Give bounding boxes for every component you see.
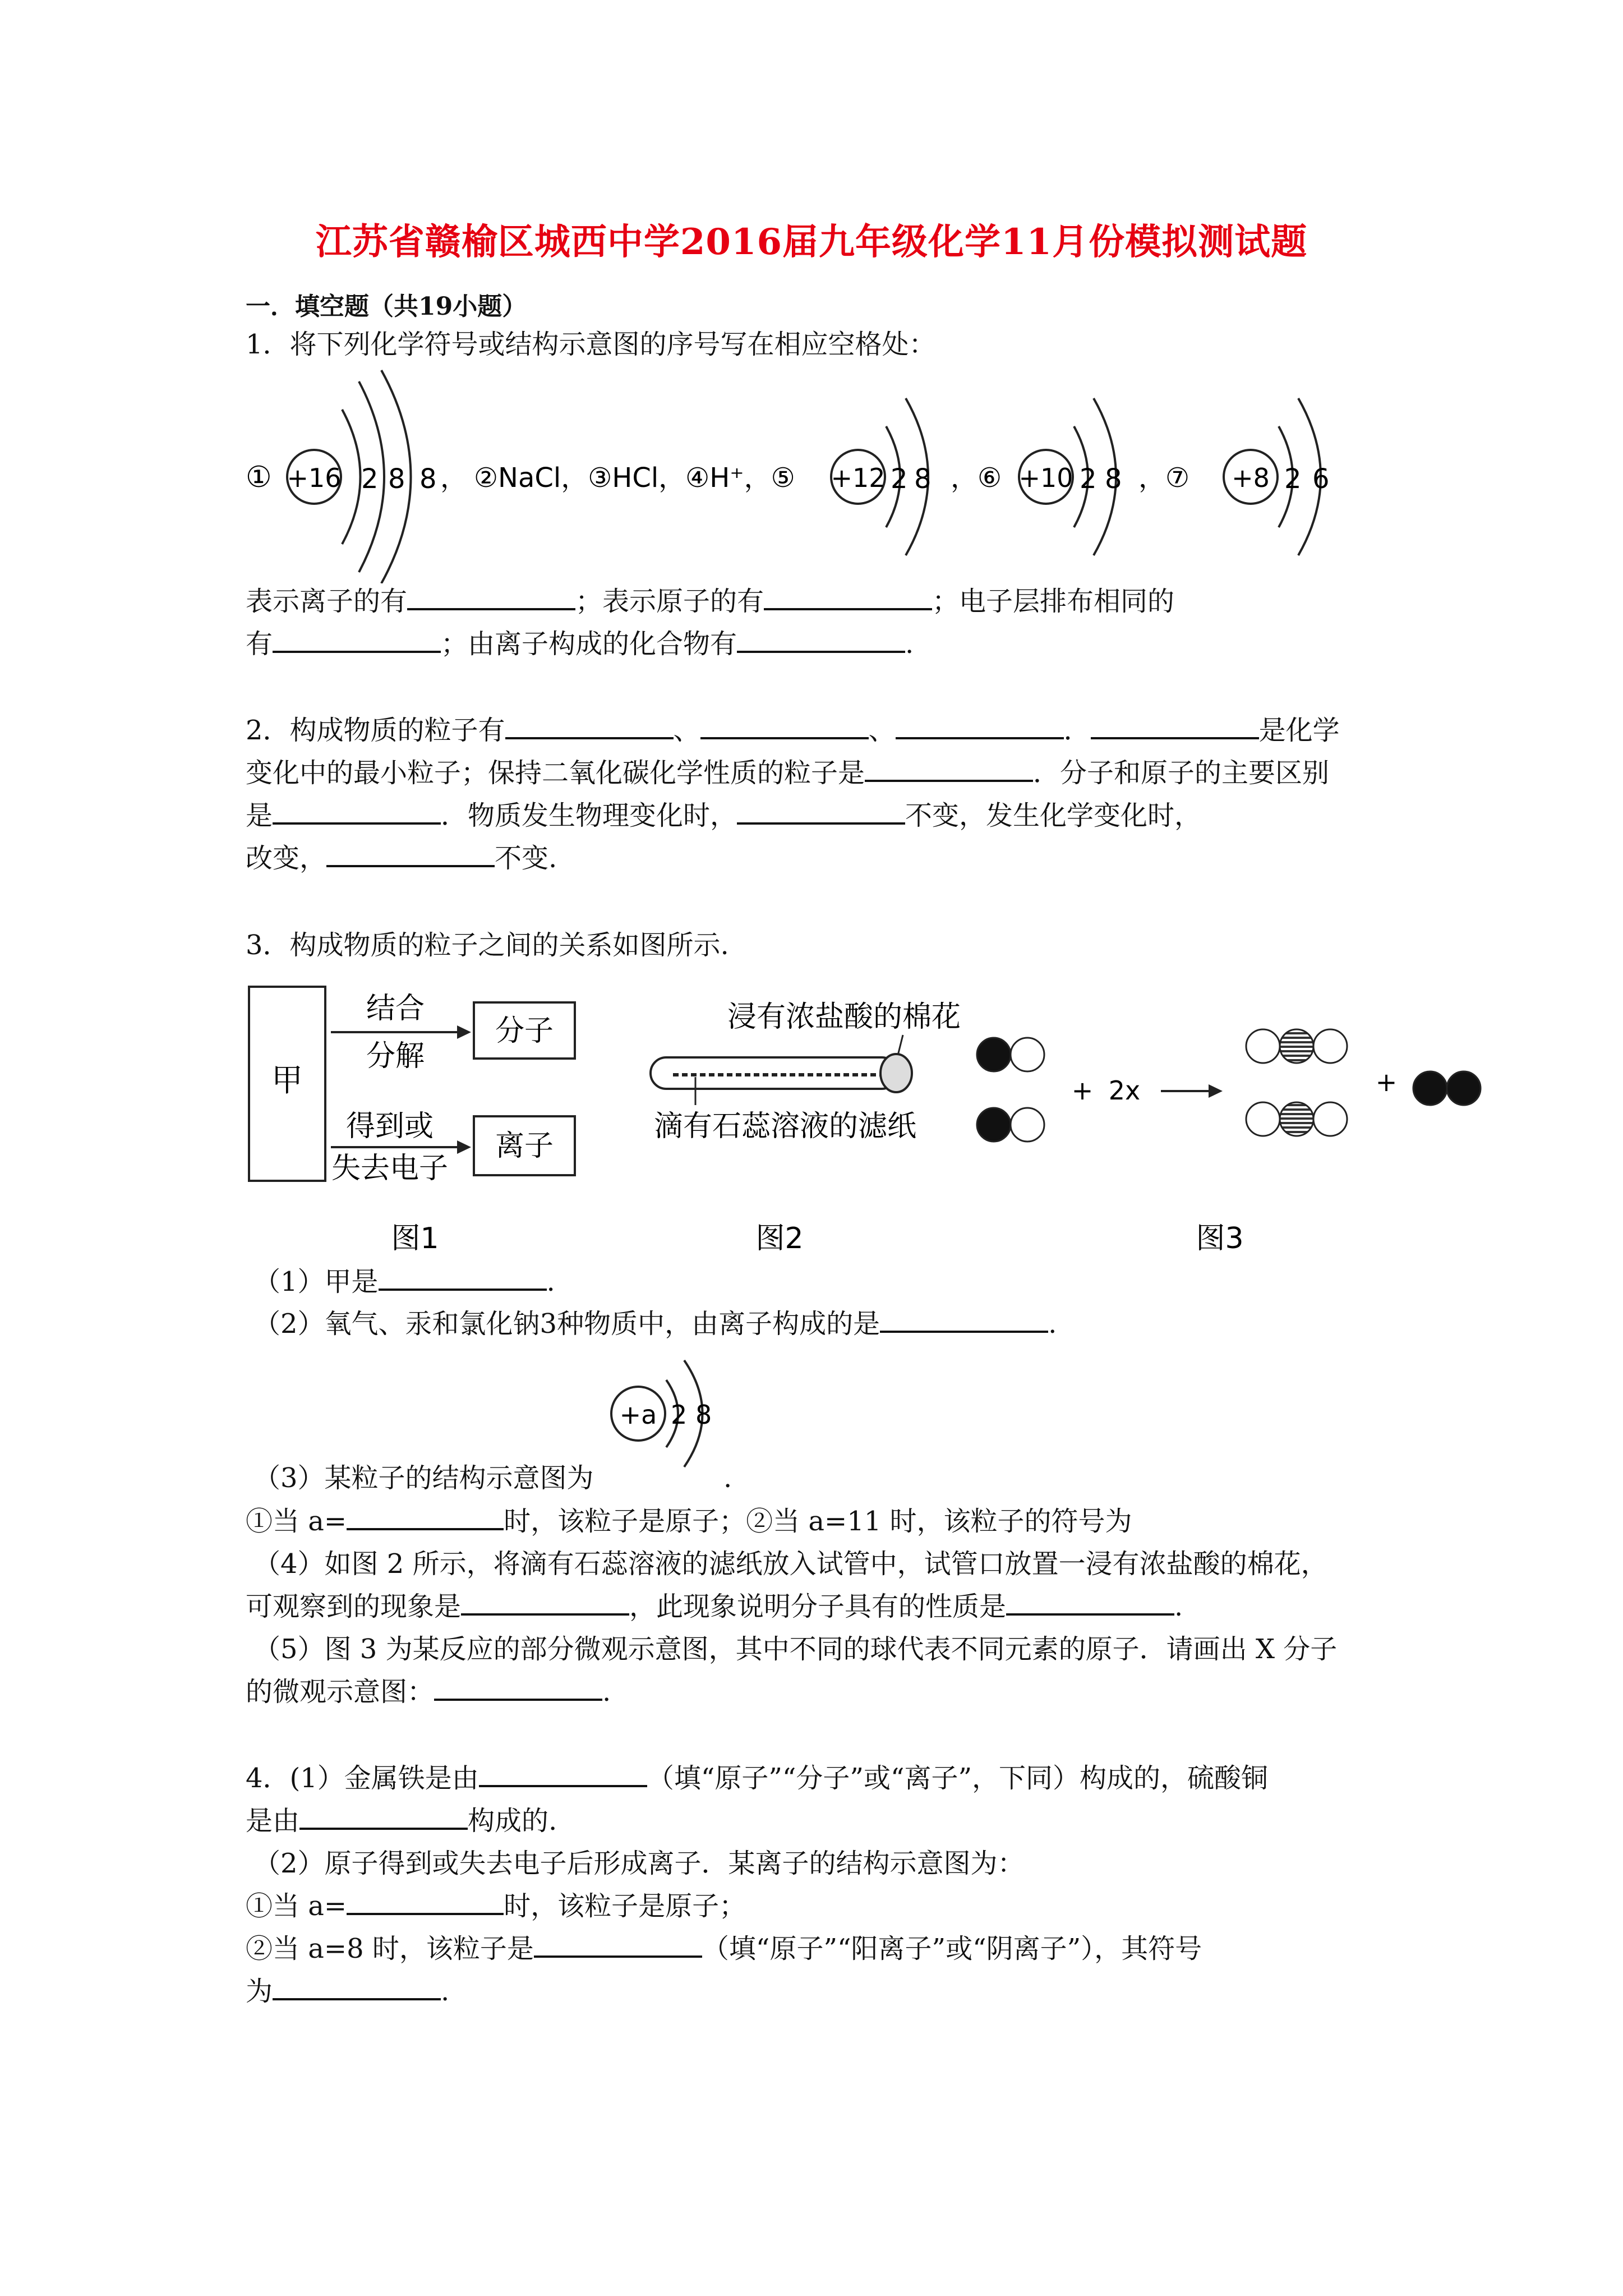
q2-line4 — [246, 841, 557, 875]
q1-line2-prefix: 有 — [246, 628, 273, 660]
period: . — [602, 1676, 611, 1708]
item1-nucleus: +16 — [287, 463, 342, 493]
q3-p3-line2 — [246, 1504, 1132, 1538]
item7-electron-1: 2 — [1284, 463, 1302, 495]
white-atom — [1313, 1029, 1347, 1063]
ion-label: 离子 — [495, 1129, 554, 1163]
electron-count-2: 8 — [695, 1400, 712, 1430]
q3-p2-text: （2）氧气、汞和氯化钠3种物质中，由离子构成的是 — [253, 1308, 880, 1340]
item6-electron-2: 8 — [1105, 463, 1122, 495]
black-atom — [977, 1108, 1011, 1142]
arrow-head — [457, 1025, 471, 1039]
period: . — [1174, 1591, 1183, 1622]
period: ． — [1063, 715, 1091, 746]
q4-text: 时，该粒子是原子； — [504, 1890, 746, 1922]
answer-blank[interactable] — [896, 715, 1064, 739]
q3-p3-text: （3）某粒子的结构示意图为 — [253, 1462, 594, 1494]
white-atom — [1011, 1108, 1044, 1142]
answer-blank[interactable] — [1091, 715, 1259, 739]
answer-blank[interactable] — [273, 800, 441, 825]
q4-text: （填“原子”“阳离子”或“阴离子”），其符号 — [702, 1933, 1202, 1964]
white-atom — [1246, 1102, 1280, 1136]
item7-electron-2: 6 — [1312, 463, 1330, 495]
arrow-head — [1209, 1084, 1223, 1098]
combine-label: 结合 — [366, 992, 425, 1025]
cotton-ball — [880, 1054, 912, 1092]
answer-blank[interactable] — [534, 1933, 702, 1958]
q3-p2 — [253, 1307, 1057, 1341]
q2-text: 改变， — [246, 843, 327, 874]
q3-p5-line2 — [246, 1675, 611, 1709]
q3-text: 可观察到的现象是 — [246, 1591, 462, 1622]
answer-blank-ionic-compound[interactable] — [737, 628, 905, 653]
electron-shell-arc — [342, 409, 361, 544]
separator: 、 — [673, 715, 700, 746]
answer-blank[interactable] — [880, 1308, 1048, 1333]
answer-blank[interactable] — [326, 843, 495, 867]
item5-nucleus: +12 — [831, 463, 886, 493]
answer-blank[interactable] — [273, 1976, 441, 2000]
white-atom — [1313, 1102, 1347, 1136]
answer-blank[interactable] — [505, 715, 674, 739]
q4-line4 — [246, 1889, 746, 1923]
q3-text: 的微观示意图： — [246, 1676, 435, 1708]
q4-text: （填“原子”“分子”或“离子”，下同）构成的，硫酸铜 — [647, 1763, 1269, 1794]
item6-number: ，⑥ — [951, 462, 1002, 494]
q4-line1 — [246, 1761, 1268, 1795]
item6-electron-1: 2 — [1080, 463, 1097, 495]
figure-3 — [970, 1010, 1497, 1268]
q3-p4-line1: （4）如图 2 所示，将滴有石蕊溶液的滤纸放入试管中，试管口放置一浸有浓盐酸的棉花， — [253, 1548, 1328, 1580]
q2-text: 变化中的最小粒子；保持二氧化碳化学性质的粒子是 — [246, 757, 865, 789]
answer-blank[interactable] — [299, 1805, 468, 1830]
figure-2 — [634, 993, 970, 1268]
q1-stem: 1．将下列化学符号或结构示意图的序号写在相应空格处： — [246, 329, 936, 360]
item1-number: ① — [246, 461, 272, 494]
section-heading: 一．填空题（共19小题） — [246, 292, 527, 321]
answer-blank[interactable] — [379, 1266, 547, 1291]
answer-blank-atoms[interactable] — [764, 586, 932, 610]
gain-lose-label-1: 得到或 — [345, 1110, 434, 1143]
q3-p4-line2 — [246, 1590, 1183, 1623]
items-2-5-text: ②NaCl，③HCl，④H⁺，⑤ — [474, 462, 795, 494]
item1-electron-2: 8 — [388, 463, 405, 495]
item1-electron-3: 8 — [419, 463, 437, 495]
answer-blank[interactable] — [479, 1763, 647, 1787]
coefficient-2x: 2x — [1108, 1075, 1141, 1106]
q1-shell-label: ；电子层排布相同的 — [932, 586, 1175, 617]
answer-blank[interactable] — [737, 800, 905, 825]
q4-line3: （2）原子得到或失去电子后形成离子．某离子的结构示意图为： — [253, 1848, 1025, 1879]
q2-text: 不变，发生化学变化时， — [905, 800, 1202, 831]
q3-stem: 3．构成物质的粒子之间的关系如图所示. — [246, 930, 729, 961]
q2-line1 — [246, 714, 1340, 747]
striped-atom — [1280, 1029, 1313, 1063]
jia-label: 甲 — [271, 1062, 303, 1099]
answer-blank[interactable] — [1006, 1591, 1174, 1616]
item7-nucleus: +8 — [1232, 463, 1270, 493]
q4-text: ①当 a= — [246, 1890, 347, 1922]
white-atom — [1246, 1029, 1280, 1063]
q1-atom-label: ；表示原子的有 — [575, 586, 764, 617]
arrow-head — [457, 1140, 471, 1154]
answer-blank[interactable] — [347, 1890, 504, 1915]
gain-lose-label-2: 失去电子 — [331, 1152, 449, 1185]
q2-stem: 2．构成物质的粒子有 — [246, 715, 505, 746]
q4-text: 是由 — [246, 1805, 300, 1837]
period: . — [1048, 1308, 1057, 1340]
answer-blank[interactable] — [700, 715, 869, 739]
black-atom — [977, 1038, 1011, 1071]
white-atom — [1011, 1038, 1044, 1071]
plus-sign: + — [1071, 1075, 1094, 1106]
answer-blank-same-shell[interactable] — [273, 628, 441, 653]
answer-blank[interactable] — [434, 1676, 602, 1701]
q2-line2 — [246, 756, 1329, 790]
q4-text: 为 — [246, 1976, 273, 2007]
period: . — [441, 1976, 450, 2007]
answer-blank[interactable] — [461, 1591, 629, 1616]
period: . — [546, 1266, 555, 1297]
q4-text: ②当 a=8 时，该粒子是 — [246, 1933, 534, 1964]
item7-number: ，⑦ — [1138, 462, 1190, 494]
q1-ion-label: 表示离子的有 — [246, 586, 408, 617]
q1-structure-diagrams — [241, 365, 1363, 583]
nucleus-charge: +a — [619, 1400, 657, 1430]
q2-text: 不变. — [495, 843, 557, 874]
figure-1 — [247, 984, 606, 1265]
answer-blank[interactable] — [865, 757, 1033, 782]
q4-line6 — [246, 1975, 449, 2008]
q1-line2 — [246, 627, 914, 661]
answer-blank[interactable] — [347, 1506, 504, 1530]
black-atom — [1447, 1071, 1481, 1105]
plus-sign: + — [1375, 1067, 1398, 1097]
figure-3-caption: 图3 — [1196, 1222, 1244, 1255]
q3-p5-line1: （5）图 3 为某反应的部分微观示意图，其中不同的球代表不同元素的原子．请画出 X 分子 — [253, 1634, 1338, 1665]
electron-count-1: 2 — [671, 1400, 688, 1430]
item1-electron-1: 2 — [361, 463, 379, 495]
answer-blank-ions[interactable] — [407, 586, 575, 610]
q4-text: 构成的. — [468, 1805, 557, 1837]
period: . — [905, 628, 914, 660]
q3-p3 — [253, 1461, 594, 1495]
item5-electron-1: 2 — [891, 463, 908, 495]
q2-text: ．分子和原子的主要区别 — [1033, 757, 1330, 789]
figure-1-caption: 图1 — [391, 1222, 439, 1255]
q3-text: ①当 a= — [246, 1506, 347, 1537]
q3-text: ，此现象说明分子具有的性质是 — [629, 1591, 1007, 1622]
black-atom — [1413, 1071, 1447, 1105]
q2-text: 是 — [246, 800, 273, 831]
q4-line2 — [246, 1804, 557, 1838]
q3-text: 时，该粒子是原子；②当 a=11 时，该粒子的符号为 — [504, 1506, 1132, 1537]
q1-compound-label: ；由离子构成的化合物有 — [441, 628, 737, 660]
figure-2-caption: 图2 — [755, 1222, 804, 1255]
q4-text: 4．(1）金属铁是由 — [246, 1763, 479, 1794]
page-title: 江苏省赣榆区城西中学2016届九年级化学11月份模拟测试题 — [315, 221, 1308, 263]
item5-electron-2: 8 — [914, 463, 932, 495]
q3-p3-end: . — [723, 1462, 732, 1494]
q3-p1 — [253, 1265, 555, 1299]
q4-line5 — [246, 1932, 1202, 1966]
q2-line3 — [246, 799, 1201, 832]
item6-nucleus: +10 — [1018, 463, 1073, 493]
q3-structure-diagram — [600, 1358, 735, 1470]
separator: 、 — [868, 715, 896, 746]
q3-p1-text: （1）甲是 — [253, 1266, 379, 1297]
q1-line1 — [246, 585, 1174, 618]
comma: ， — [440, 462, 468, 494]
cotton-label: 浸有浓盐酸的棉花 — [727, 1000, 961, 1034]
filter-paper-label: 滴有石蕊溶液的滤纸 — [653, 1110, 917, 1143]
q2-text: 是化学 — [1258, 715, 1340, 746]
decompose-label: 分解 — [366, 1039, 425, 1073]
q2-text: ．物质发生物理变化时， — [441, 800, 737, 831]
molecule-label: 分子 — [495, 1014, 554, 1048]
striped-atom — [1280, 1102, 1313, 1136]
